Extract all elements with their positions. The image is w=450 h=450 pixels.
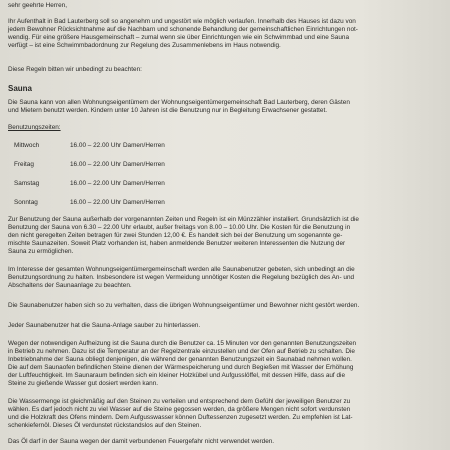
- hours-time: 16.00 – 22.00 Uhr Damen/Herren: [70, 199, 165, 206]
- interest-line: Im Interesse der gesamten Wohnungseigentümergemeinschaft werden alle Saunabenutzer gebeten, sich unbedingt an die: [8, 266, 355, 273]
- heating-line: in Betrieb zu nehmen. Dazu ist die Temperatur an der Regelzentrale einzustellen und der Ofen auf Betrieb zu schalten. Die: [8, 348, 355, 355]
- heating-line: Inbetriebnahme der Sauna obliegt denjenigen, die während der genannten Benutzungszeit ein Saunabad nehmen wollen.: [8, 356, 352, 363]
- water-line: Die Wassermenge ist gleichmäßig auf den Steinen zu verteilen und entsprechend dem Gefühl der jeweiligen Benutzer zu: [8, 398, 351, 405]
- outside-hours-line: Sauna zu ermöglichen.: [8, 248, 74, 255]
- sauna-intro-line: Die Sauna kann von allen Wohnungseigentümern der Wohnungseigentümergemeinschaft Bad Lauterberg, deren Gästen: [8, 99, 350, 106]
- water-line: wählen. Es darf jedoch nicht zu viel Wasser auf die Steine gegossen werden, da größere Mengen nicht sofort verdunsten: [8, 406, 351, 413]
- hours-time: 16.00 – 22.00 Uhr Damen/Herren: [70, 180, 165, 187]
- heating-line: Wegen der notwendigen Aufheizung ist die Sauna durch die Benutzer ca. 15 Minuten vor den genannten Benutzungszeiten: [8, 340, 357, 347]
- request-line: Diese Regeln bitten wir unbedingt zu beachten:: [8, 66, 142, 73]
- hours-day: Samstag: [14, 180, 40, 187]
- hours-heading: Benutzungszeiten:: [8, 124, 61, 131]
- sauna-heading: Sauna: [8, 84, 33, 93]
- hours-time: 16.00 – 22.00 Uhr Damen/Herren: [70, 142, 165, 149]
- interest-line: Benutzungsordnung zu halten. Insbesondere ist wegen Vermeidung unnötiger Kosten die Regelung bezüglich des An- und: [8, 274, 355, 281]
- hours-day: Mittwoch: [14, 142, 40, 149]
- outside-hours-line: Benutzung der Sauna von 6.30 – 22.00 Uhr erlaubt, außer freitags von 8.00 – 10.00 Uhr. Die Kosten für die Benutzung in: [8, 224, 351, 231]
- greeting: sehr geehrte Herren,: [8, 2, 67, 9]
- water-line: schenkiefernöl. Dieses Öl verdunstet rückstandslos auf den Steinen.: [8, 422, 202, 429]
- outside-hours-line: Zur Benutzung der Sauna außerhalb der vorgenannten Zeiten und Regeln ist ein Münzzähler installiert. Grundsätzlich ist die: [8, 216, 359, 223]
- intro-line: Ihr Aufenthalt in Bad Lauterberg soll so angenehm und ungestört wie möglich verlaufen. Innerhalb des Hauses ist dazu von: [8, 18, 356, 25]
- hours-day: Freitag: [14, 161, 34, 168]
- hours-day: Sonntag: [14, 199, 38, 206]
- behaviour-line: Die Saunabenutzer haben sich so zu verhalten, dass die übrigen Wohnungseigentümer und Bewohner nicht gestört werden.: [8, 302, 360, 309]
- heating-line: der Luftfeuchtigkeit. Im Saunaraum befinden sich ein kleiner Holzkübel und Aufgusslöffel, mit dessen Hilfe, dass auf die: [8, 372, 346, 379]
- cleanliness-line: Jeder Saunabenutzer hat die Sauna-Anlage sauber zu hinterlassen.: [8, 322, 201, 329]
- outside-hours-line: mischte Saunazeiten. Soweit Platz vorhanden ist, haben anmeldende Benutzer weiteren Interessenten die Nutzung der: [8, 240, 346, 247]
- heating-line: Die auf dem Saunaofen befindlichen Steine dienen der Wärmespeicherung und durch Begießen mit Wasser der Erhöhung: [8, 364, 354, 371]
- water-line: und die Holzkraft des Ofens mindern. Dem Aufgusswasser können Duftessenzen zugesetzt werden. Zu empfehlen ist Lat-: [8, 414, 353, 421]
- oil-line: Das Öl darf in der Sauna wegen der damit verbundenen Feuergefahr nicht verwendet werden.: [8, 438, 275, 445]
- heating-line: Steine zu gießende Wasser gut dosiert werden kann.: [8, 380, 159, 387]
- intro-line: jedem Bewohner Rücksichtnahme auf die Nachbarn und schonende Behandlung der gemeinschaftlichen Einrichtungen not-: [8, 26, 358, 33]
- outside-hours-line: den nicht geregelten Zeiten betragen für zwei Stunden 12,00 €. Es handelt sich bei der Benutzung um sogenannte ge-: [8, 232, 343, 239]
- intro-line: wendig. Für eine größere Hausgemeinschaft – zumal wenn sie über Einrichtungen wie ein Schwimmbad und eine Sauna: [8, 34, 350, 41]
- sauna-intro-line: und Mietern benutzt werden. Kindern unter 10 Jahren ist die Benutzung nur in Begleitung Erwachsener gestattet.: [8, 107, 328, 114]
- hours-time: 16.00 – 22.00 Uhr Damen/Herren: [70, 161, 165, 168]
- interest-line: Abschaltens der Saunaanlage zu beachten.: [8, 282, 132, 289]
- intro-line: verfügt – ist eine Schwimmbadordnung zur Regelung des Zusammenlebens im Haus notwendig.: [8, 42, 281, 49]
